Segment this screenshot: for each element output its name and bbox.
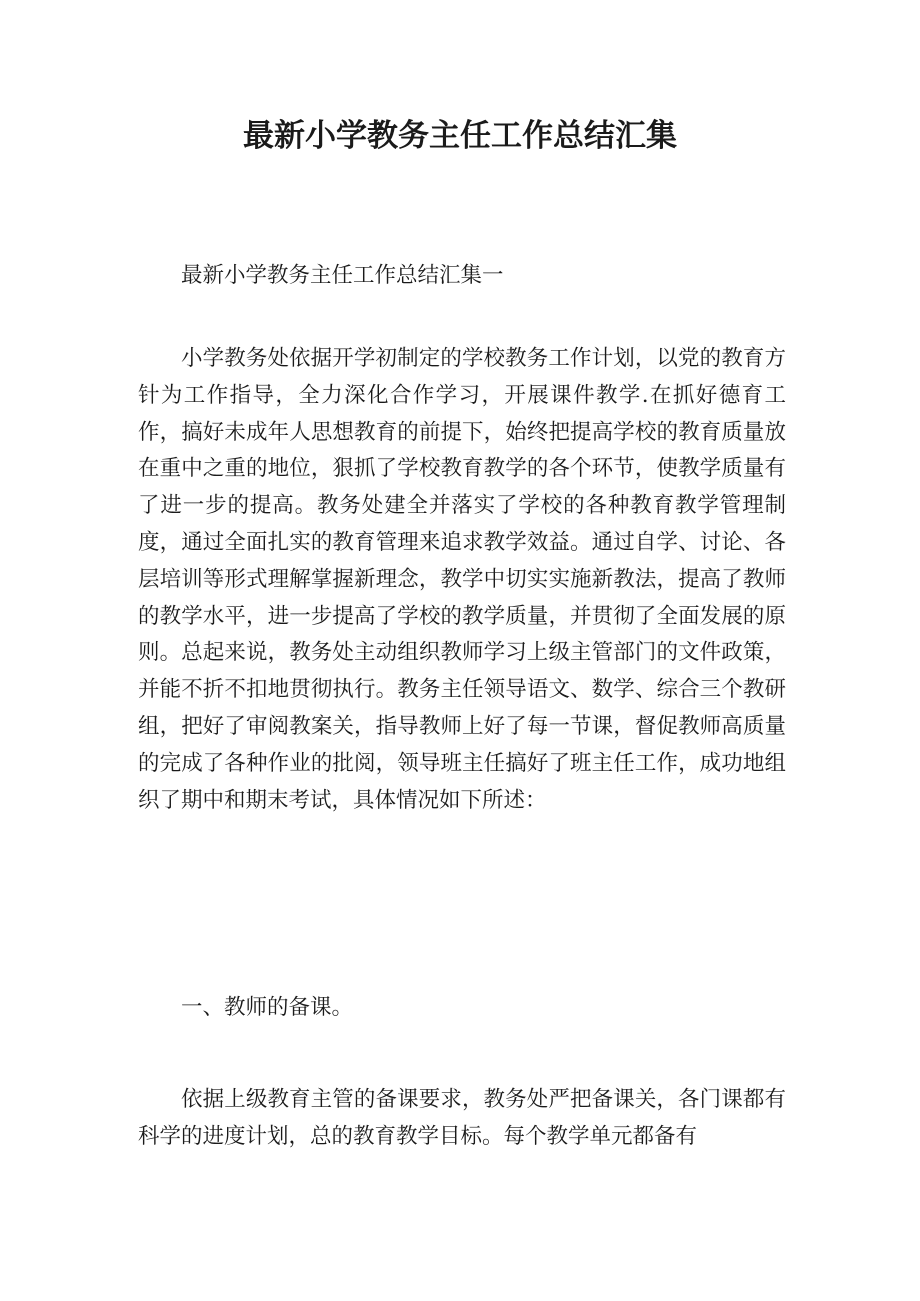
body-paragraph-1: 小学教务处依据开学初制定的学校教务工作计划，以党的教育方针为工作指导，全力深化合作学习，开展课件教学.在抓好德育工作，搞好未成年人思想教育的前提下，始终把提高学校的教育质量放在重中之重的地位，狠抓了学校教育教学的各个环节，使教学质量有了进一步的提高。教务处建全并落实了学校的各种教育教学管理制度，通过全面扎实的教育管理来追求教学效益。通过自学、讨论、各层培训等形式理解掌握新理念，教学中切实实施新教法，提高了教师的教学水平，进一步提高了学校的教学质量，并贯彻了全面发展的原则。总起来说，教务处主动组织教师学习上级主管部门的文件政策，并能不折不扣地贯彻执行。教务主任领导语文、数学、综合三个教研组，把好了审阅教案关，指导教师上好了每一节课，督促教师高质量的完成了各种作业的批阅，领导班主任搞好了班主任工作，成功地组织了期中和期末考试，具体情况如下所述： <box>138 346 786 813</box>
body-paragraph-2: 依据上级教育主管的备课要求，教务处严把备课关，各门课都有科学的进度计划，总的教育教学目标。每个教学单元都备有 <box>138 1087 786 1149</box>
section-subtitle: 最新小学教务主任工作总结汇集一 <box>181 263 504 288</box>
document-title: 最新小学教务主任工作总结汇集 <box>243 118 677 154</box>
section-heading-lesson-prep: 一、教师的备课。 <box>181 995 354 1020</box>
